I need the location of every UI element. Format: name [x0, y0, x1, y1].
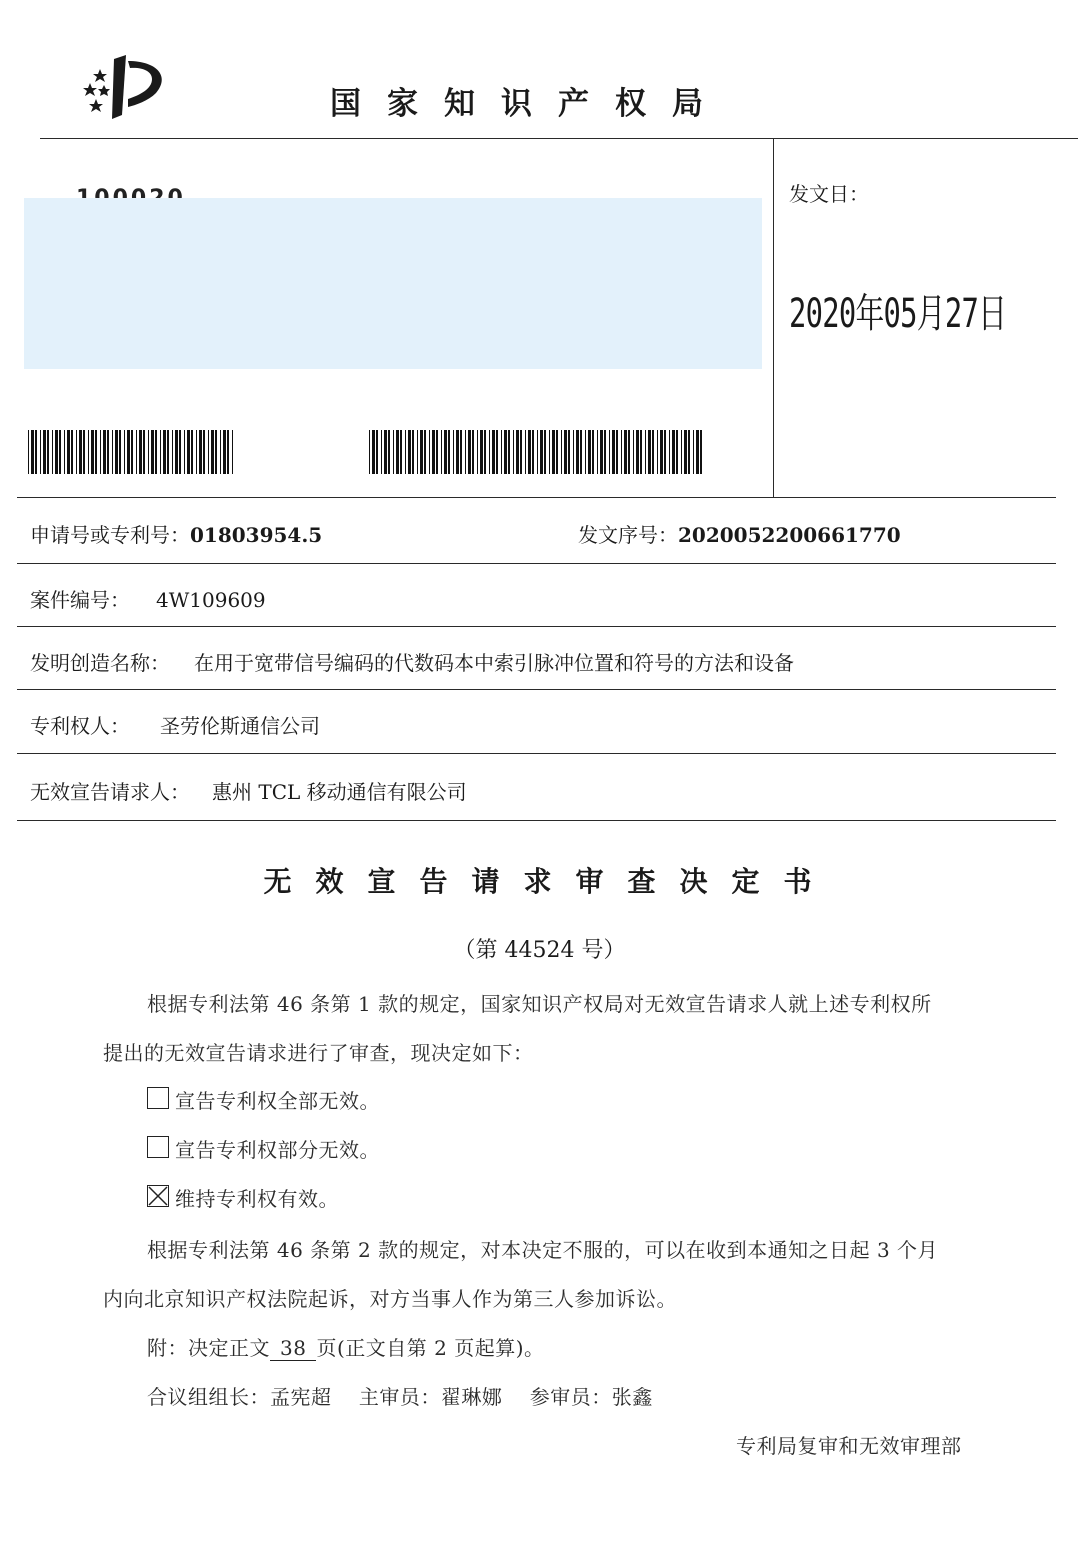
barcode-bar	[556, 430, 558, 474]
barcode-bar	[376, 430, 378, 474]
row-divider	[17, 497, 1056, 498]
serial-number-label: 发文序号：	[578, 523, 678, 547]
barcode-bar	[211, 430, 214, 474]
barcode-bar	[167, 430, 169, 474]
barcode-bar	[179, 430, 181, 474]
barcode-bar	[528, 430, 531, 474]
barcode-bar	[664, 430, 666, 474]
decision-title: 无效宣告请求审查决定书	[263, 865, 836, 898]
cross-mark-icon	[148, 1186, 168, 1206]
option-label: 维持专利权有效。	[175, 1187, 339, 1211]
barcode-bar	[396, 430, 399, 474]
barcode-bar	[573, 430, 574, 474]
barcode-bar	[115, 430, 118, 474]
barcode-bar	[676, 430, 678, 474]
barcode-bar	[119, 430, 121, 474]
barcode-bar	[621, 430, 622, 474]
barcode-bar	[549, 430, 550, 474]
barcode-bar	[83, 430, 85, 474]
barcode-bar	[232, 430, 233, 474]
barcode-bar	[600, 430, 603, 474]
barcode-bar	[208, 430, 209, 474]
barcode-right	[369, 430, 705, 474]
barcode-bar	[143, 430, 145, 474]
barcode-bar	[172, 430, 173, 474]
application-number-label: 申请号或专利号：	[30, 523, 190, 547]
barcode-bar	[223, 430, 226, 474]
barcode-bar	[688, 430, 690, 474]
barcode-bar	[71, 430, 73, 474]
barcode-bar	[175, 430, 178, 474]
barcode-bar	[59, 430, 61, 474]
barcode-bar	[657, 430, 658, 474]
barcode-bar	[552, 430, 555, 474]
attachment-line	[147, 1332, 545, 1361]
barcode-bar	[465, 430, 466, 474]
barcode-bar	[448, 430, 450, 474]
invention-name-label: 发明创造名称：	[30, 651, 170, 675]
barcode-bar	[432, 430, 435, 474]
issue-date: 2020年05月27日	[789, 291, 1007, 337]
barcode-bar	[501, 430, 502, 474]
barcode-bar	[453, 430, 454, 474]
barcode-bar	[585, 430, 586, 474]
barcode-bar	[107, 430, 109, 474]
barcode-bar	[163, 430, 166, 474]
barcode-bar	[76, 430, 77, 474]
barcode-bar	[412, 430, 414, 474]
barcode-bar	[160, 430, 161, 474]
barcode-bar	[91, 430, 94, 474]
barcode-bar	[184, 430, 185, 474]
barcode-bar	[508, 430, 510, 474]
barcode-bar	[684, 430, 687, 474]
barcode-bar	[112, 430, 113, 474]
barcode-bar	[400, 430, 402, 474]
barcode-bar	[628, 430, 630, 474]
barcode-bar	[652, 430, 654, 474]
barcode-bar	[187, 430, 190, 474]
barcode-bar	[100, 430, 101, 474]
barcode-bar	[645, 430, 646, 474]
barcode-bar	[532, 430, 534, 474]
barcode-bar	[492, 430, 495, 474]
case-number-label: 案件编号：	[30, 588, 130, 612]
barcode-bar	[597, 430, 598, 474]
barcode-bar	[429, 430, 430, 474]
barcode-bar	[47, 430, 49, 474]
barcode-bar	[561, 430, 562, 474]
attachment-prefix: 附：决定正文	[147, 1336, 270, 1360]
barcode-bar	[131, 430, 133, 474]
case-number: 4W109609	[156, 588, 266, 612]
barcode-bar	[672, 430, 675, 474]
barcode-bar	[520, 430, 522, 474]
barcode-bar	[95, 430, 97, 474]
requester-row	[30, 776, 467, 805]
barcode-bar	[384, 430, 387, 474]
barcode-bar	[456, 430, 459, 474]
barcode-bar	[148, 430, 149, 474]
barcode-bar	[191, 430, 193, 474]
barcode-bar	[660, 430, 663, 474]
barcode-bar	[489, 430, 490, 474]
barcode-bar	[369, 430, 370, 474]
barcode-bar	[441, 430, 442, 474]
requester: 惠州 TCL 移动通信有限公司	[212, 780, 467, 804]
barcode-bar	[580, 430, 582, 474]
barcode-bar	[444, 430, 447, 474]
barcode-bar	[544, 430, 546, 474]
postal-code-partial	[76, 186, 186, 198]
barcode-bar	[151, 430, 154, 474]
barcode-bar	[28, 430, 29, 474]
barcode-bar	[372, 430, 375, 474]
barcode-bar	[472, 430, 474, 474]
barcode-bar	[127, 430, 130, 474]
barcode-bar	[624, 430, 627, 474]
barcode-bar	[604, 430, 606, 474]
barcode-bar	[55, 430, 58, 474]
barcode-bar	[681, 430, 682, 474]
barcode-bar	[537, 430, 538, 474]
barcode-bar	[693, 430, 694, 474]
barcode-bar	[40, 430, 41, 474]
barcode-bar	[215, 430, 217, 474]
barcode-bar	[496, 430, 498, 474]
barcode-bar	[513, 430, 514, 474]
barcode-bar	[636, 430, 639, 474]
barcode-bar	[31, 430, 34, 474]
barcode-bar	[155, 430, 157, 474]
barcode-bar	[139, 430, 142, 474]
serial-number-row	[578, 519, 901, 548]
agency-name: 国家知识产权局	[330, 86, 729, 122]
barcode-bar	[136, 430, 137, 474]
barcode-bar	[696, 430, 699, 474]
barcode-bar	[477, 430, 478, 474]
serial-number: 2020052200661770	[678, 523, 901, 547]
barcode-bar	[79, 430, 82, 474]
barcode-bar	[103, 430, 106, 474]
barcode-bar	[468, 430, 471, 474]
barcode-bar	[220, 430, 221, 474]
header-divider	[40, 138, 1078, 139]
date-column-divider	[773, 139, 774, 498]
barcode-bar	[43, 430, 46, 474]
option-checkbox	[147, 1136, 169, 1158]
application-number: 01803954.5	[190, 523, 323, 547]
barcode-bar	[568, 430, 570, 474]
barcode-bar	[484, 430, 486, 474]
barcode-bar	[64, 430, 65, 474]
barcode-bar	[525, 430, 526, 474]
barcode-bar	[388, 430, 390, 474]
invention-name-row	[30, 647, 794, 676]
barcode-bar	[393, 430, 394, 474]
decision-number: （第 44524 号）	[453, 938, 626, 963]
barcode-bar	[196, 430, 197, 474]
barcode-bar	[504, 430, 507, 474]
paragraph-1-line-1: 根据专利法第 46 条第 1 款的规定，国家知识产权局对无效宣告请求人就上述专利权所	[147, 992, 932, 1016]
barcode-bar	[700, 430, 702, 474]
row-divider	[17, 689, 1056, 690]
row-divider	[17, 753, 1056, 754]
barcode-left	[28, 430, 234, 474]
barcode-bar	[669, 430, 670, 474]
barcode-bar	[417, 430, 418, 474]
barcode-bar	[420, 430, 423, 474]
option-checkbox-checked	[147, 1185, 169, 1207]
invention-name: 在用于宽带信号编码的代数码本中索引脉冲位置和符号的方法和设备	[194, 651, 794, 675]
address-redaction	[24, 198, 762, 369]
barcode-bar	[516, 430, 519, 474]
paragraph-2-line-1: 根据专利法第 46 条第 2 款的规定，对本决定不服的，可以在收到本通知之日起 3 个月	[147, 1238, 939, 1262]
barcode-bar	[576, 430, 579, 474]
paragraph-1-line-2: 提出的无效宣告请求进行了审查，现决定如下：	[103, 1041, 534, 1065]
barcode-bar	[52, 430, 53, 474]
barcode-bar	[203, 430, 205, 474]
patentee-label: 专利权人：	[30, 714, 130, 738]
requester-label: 无效宣告请求人：	[30, 780, 190, 804]
barcode-bar	[67, 430, 70, 474]
panel-members: 合议组组长：孟宪超 主审员：翟琳娜 参审员：张鑫	[147, 1385, 653, 1409]
barcode-bar	[612, 430, 615, 474]
paragraph-2-line-2: 内向北京知识产权法院起诉，对方当事人作为第三人参加诉讼。	[103, 1287, 677, 1311]
barcode-bar	[436, 430, 438, 474]
option-checkbox	[147, 1087, 169, 1109]
barcode-bar	[540, 430, 543, 474]
issue-date-label: 发文日：	[789, 182, 869, 206]
attachment-suffix: 页(正文自第 2 页起算)。	[316, 1336, 545, 1360]
barcode-bar	[381, 430, 382, 474]
attachment-pages: 38	[270, 1336, 316, 1361]
barcode-bar	[633, 430, 634, 474]
barcode-bar	[408, 430, 411, 474]
barcode-bar	[88, 430, 89, 474]
barcode-bar	[227, 430, 229, 474]
barcode-bar	[640, 430, 642, 474]
barcode-bar	[199, 430, 202, 474]
barcode-bar	[405, 430, 406, 474]
barcode-bar	[564, 430, 567, 474]
case-number-row	[30, 584, 266, 613]
barcode-bar	[35, 430, 37, 474]
barcode-bar	[616, 430, 618, 474]
issuing-department: 专利局复审和无效审理部	[736, 1434, 962, 1458]
cnipa-logo	[78, 55, 174, 121]
option-label: 宣告专利权全部无效。	[175, 1089, 380, 1113]
barcode-bar	[480, 430, 483, 474]
application-number-row	[30, 519, 322, 548]
barcode-bar	[588, 430, 591, 474]
barcode-bar	[124, 430, 125, 474]
patentee: 圣劳伦斯通信公司	[160, 714, 320, 738]
row-divider	[17, 820, 1056, 821]
barcode-bar	[592, 430, 594, 474]
barcode-bar	[460, 430, 462, 474]
barcode-bar	[648, 430, 651, 474]
barcode-bar	[424, 430, 426, 474]
row-divider	[17, 626, 1056, 627]
patentee-row	[30, 710, 320, 739]
row-divider	[17, 563, 1056, 564]
option-label: 宣告专利权部分无效。	[175, 1138, 380, 1162]
barcode-bar	[609, 430, 610, 474]
